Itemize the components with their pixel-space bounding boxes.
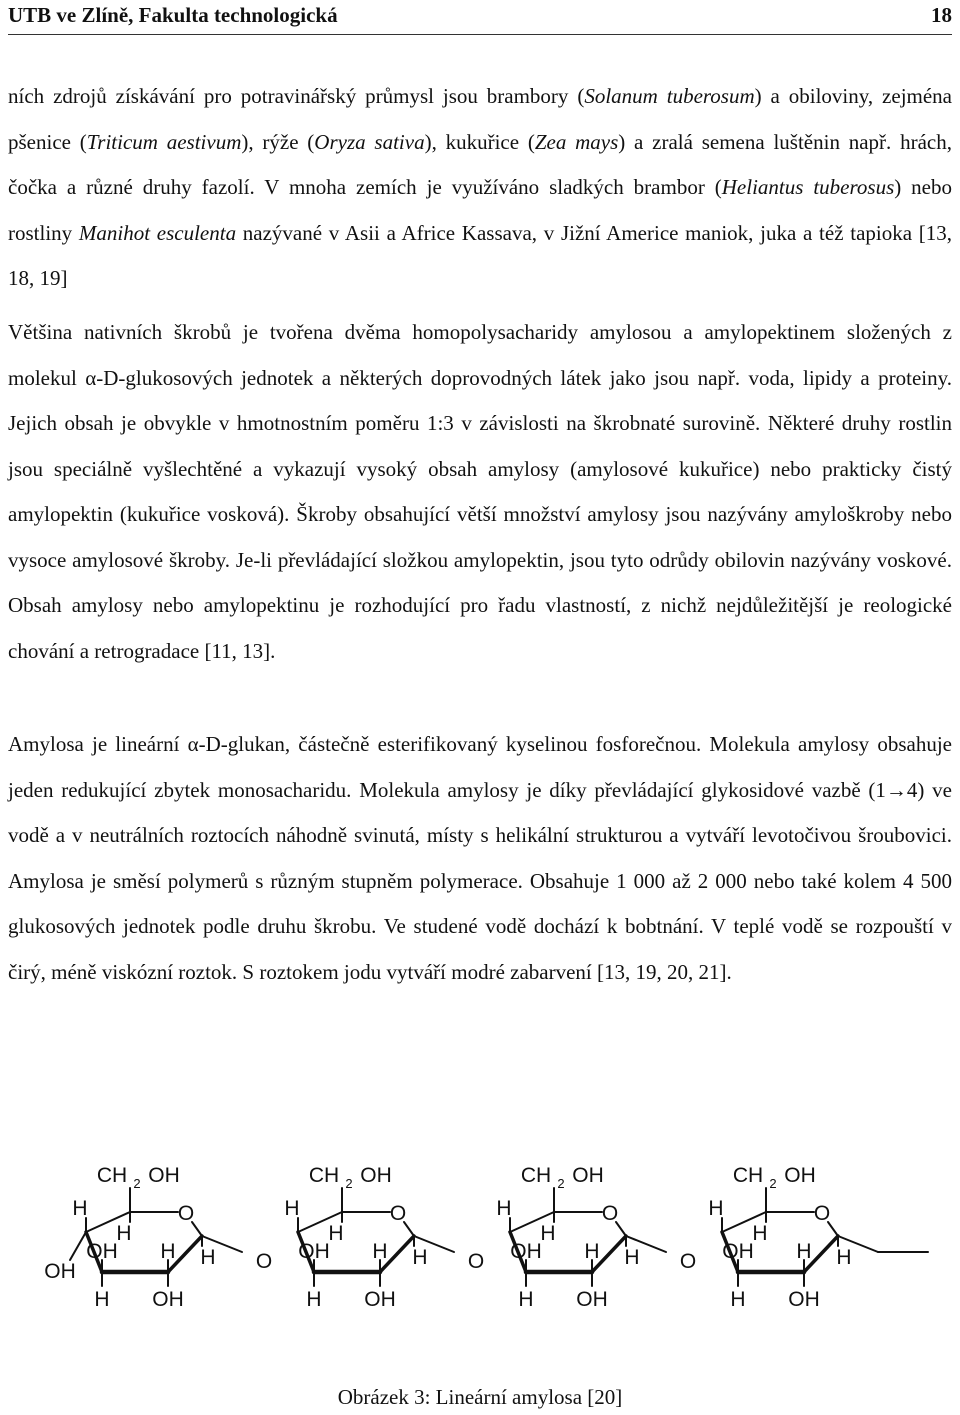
h-label: H: [160, 1240, 176, 1263]
ch2-subscript: 2: [133, 1176, 141, 1191]
h-label: H: [624, 1246, 640, 1269]
text-run: ) a obiloviny, zejména pšenice (: [8, 84, 953, 154]
h-label: H: [116, 1222, 132, 1245]
oh-label: OH: [572, 1164, 604, 1187]
ch2-label: CH: [520, 1164, 552, 1187]
oh-label: OH: [784, 1164, 816, 1187]
ch2-subscript: 2: [345, 1176, 353, 1191]
ch2-label: CH: [308, 1164, 340, 1187]
h-label: H: [708, 1197, 724, 1220]
paragraph-starch-sources: [8, 74, 952, 302]
h-label: H: [496, 1197, 512, 1220]
ch2-label: CH: [732, 1164, 764, 1187]
h-label: H: [94, 1288, 110, 1311]
h-label: H: [284, 1197, 300, 1220]
latin-name: Solanum tuberosum: [584, 84, 755, 108]
h-label: H: [836, 1246, 852, 1269]
page-number: 18: [931, 3, 952, 27]
oh-label: OH: [576, 1288, 608, 1311]
text-run: Amylosa je lineární α-D-glukan, částečně esterifikovaný kyselinou fosforečnou. Molekula amylosy obsahuje jeden redukující zbytek monosacharidu. Molekula amylosy je díky převládající glykosidové vazbě (1→4) ve vodě a v neutrálních roztocích náhodně svinutá, místy s helikální strukturou a vytváří levotočivou šroubovici. Amylosa je směsí polymerů s různým stupněm polymerace. Obsahuje 1 000 až 2 000 nebo také kolem 4 500 glukosových jednotek podle druhu škrobu. Ve studené vodě dochází k bobtnání. V teplé vodě se rozpouští v čirý, méně viskózní roztok. S roztokem jodu vytváří modré zabarvení [13, 19, 20, 21].: [8, 732, 952, 984]
oh-label: OH: [360, 1164, 392, 1187]
glycosidic-oxygen: O: [679, 1250, 697, 1273]
amylose-structure-figure: [30, 1160, 940, 1330]
ch2-subscript: 2: [557, 1176, 565, 1191]
ring-oxygen: O: [601, 1202, 619, 1225]
page-header: [8, 0, 952, 35]
text-run: ních zdrojů získávání pro potravinářský průmysl jsou brambory (: [8, 84, 585, 108]
text-run: ), rýže (: [241, 129, 315, 154]
h-label: H: [412, 1246, 428, 1269]
oh-label: OH: [364, 1288, 396, 1311]
text-run: Většina nativních škrobů je tvořena dvěma homopolysacharidy amylosou a amylopektinem složených z molekul α-D-glukosových jednotek a některých doprovodných látek jako jsou např. voda, lipidy a proteiny. Jejich obsah je obvykle v hmotnostním poměru 1:3 v závislosti na škrobnaté surovině. Některé druhy rostlin jsou speciálně vyšlechtěné a vykazují vysoký obsah amylosy (amylosové kukuřice) nebo prakticky čistý amylopektin (kukuřice vosková). Škroby obsahující větší množství amylosy jsou nazývány amyloškroby nebo vysoce amylosové škroby. Je-li převládající složkou amylopektin, jsou tyto odrůdy obilovin nazývány voskové. Obsah amylosy nebo amylopektinu je rozhodující pro řadu vlastností, z nichž nejdůležitější je reologické chování a retrogradace [11, 13].: [8, 320, 952, 663]
h-label: H: [730, 1288, 746, 1311]
oh-label: OH: [44, 1260, 76, 1283]
paragraph-amylose: [8, 722, 952, 995]
figure-caption: Obrázek 3: Lineární amylosa [20]: [337, 1385, 623, 1409]
h-label: H: [752, 1222, 768, 1245]
ring-oxygen: O: [177, 1202, 195, 1225]
oh-label: OH: [298, 1240, 330, 1263]
h-label: H: [518, 1288, 534, 1311]
oh-label: OH: [788, 1288, 820, 1311]
header-title: UTB ve Zlíně, Fakulta technologická: [8, 3, 338, 27]
h-label: H: [306, 1288, 322, 1311]
latin-name: Triticum aestivum: [86, 129, 242, 154]
h-label: H: [584, 1240, 600, 1263]
ring-oxygen: O: [813, 1202, 831, 1225]
text-run: ), kukuřice (: [424, 129, 535, 154]
glycosidic-oxygen: O: [255, 1250, 273, 1273]
text-run: ) a zralá semena luštěnin např. hrách, čočka a různé druhy fazolí. V mnoha zemích je využíváno sladkých brambor (: [8, 129, 952, 199]
oh-label: OH: [148, 1164, 180, 1187]
h-label: H: [796, 1240, 812, 1263]
oh-label: OH: [152, 1288, 184, 1311]
glycosidic-oxygen: O: [467, 1250, 485, 1273]
h-label: H: [200, 1246, 216, 1269]
h-label: H: [372, 1240, 388, 1263]
latin-name: Manihot esculenta: [78, 220, 237, 245]
h-label: H: [72, 1197, 88, 1220]
oh-label: OH: [510, 1240, 542, 1263]
latin-name: Heliantus tuberosus: [721, 175, 895, 199]
text-run: nazývané v Asii a Africe Kassava, v Jižní Americe maniok, juka a též tapioka [13, 18, 19]: [8, 220, 953, 290]
terminal-bond: [70, 1232, 86, 1260]
text-run: ) nebo rostliny: [8, 175, 952, 245]
ring-oxygen: O: [389, 1202, 407, 1225]
latin-name: Zea mays: [534, 129, 619, 154]
oh-label: OH: [86, 1240, 118, 1263]
ch2-label: CH: [96, 1164, 128, 1187]
paragraph-native-starch: [8, 310, 952, 674]
ch2-subscript: 2: [769, 1176, 777, 1191]
latin-name: Oryza sativa: [314, 129, 425, 154]
h-label: H: [540, 1222, 556, 1245]
h-label: H: [328, 1222, 344, 1245]
oh-label: OH: [722, 1240, 754, 1263]
